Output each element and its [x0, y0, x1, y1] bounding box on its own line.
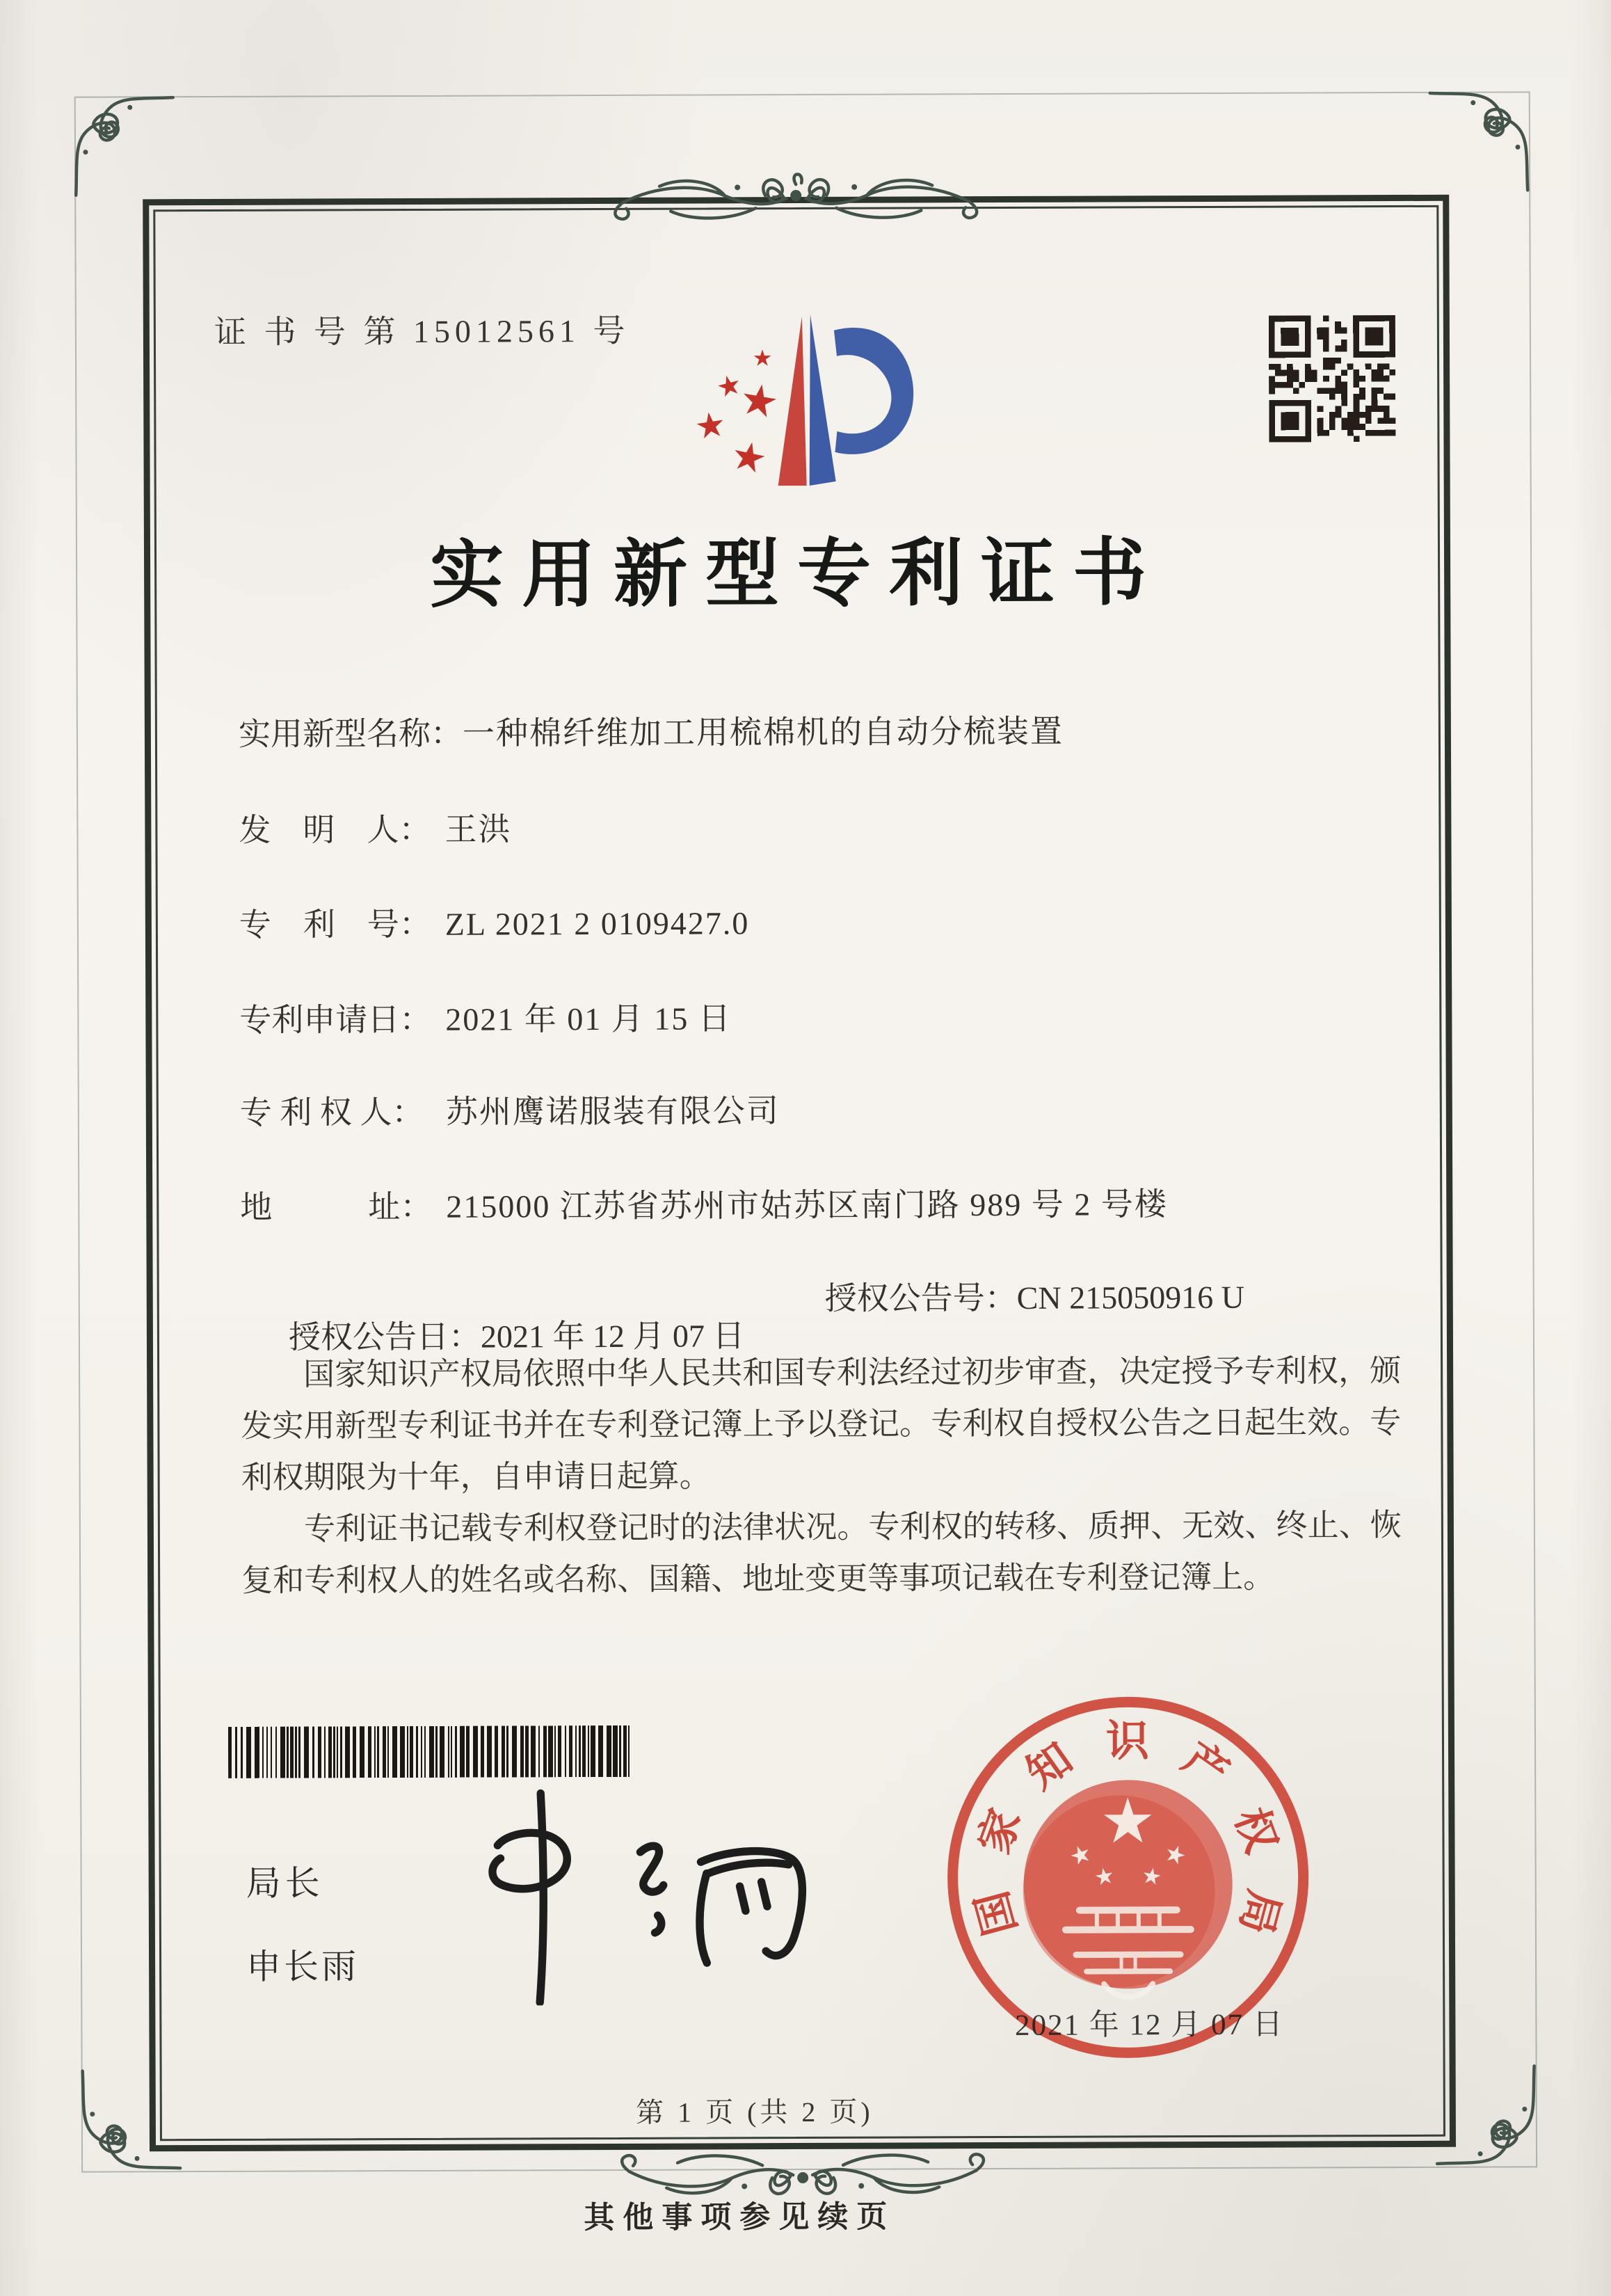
cnipa-logo-icon — [693, 278, 923, 494]
field-row-inventor — [239, 801, 1407, 851]
field-label: 专 利 号： — [239, 906, 431, 943]
field-label: 发 明 人： — [239, 811, 431, 848]
seal-arc-character: 家 — [970, 1803, 1030, 1860]
field-label: 专 利 权 人： — [239, 1094, 424, 1131]
field-label: 地 址： — [240, 1188, 433, 1225]
corner-flourish-top-left — [69, 90, 181, 202]
field-value: 一种棉纤维加工用梳棉机的自动分梳装置 — [462, 713, 1064, 751]
barcode-icon — [228, 1725, 632, 1778]
seal-arc-character: 国 — [968, 1886, 1026, 1940]
page-title: 实用新型专利证书 — [429, 532, 1165, 616]
director-name: 申长雨 — [246, 1947, 360, 1986]
grant-number — [825, 1272, 1244, 1319]
grant-number-value: CN 215050916 U — [1016, 1279, 1244, 1316]
legal-text — [241, 1345, 1402, 1607]
seal-arc-character: 局 — [1231, 1885, 1288, 1939]
seal-arc-character: 权 — [1226, 1802, 1285, 1859]
seal-date: 2021 年 12 月 07 日 — [1014, 2008, 1284, 2042]
legal-paragraph-1: 国家知识产权局依照中华人民共和国专利法经过初步审查，决定授予专利权，颁发实用新型专利证书并在专利登记簿上予以登记。专利权自授权公告之日起生效。专利权期限为十年，自申请日起算。 — [241, 1353, 1402, 1495]
field-row-filing-date — [239, 991, 1408, 1041]
field-row-patentee — [240, 1083, 1409, 1133]
field-value: 王洪 — [444, 811, 512, 847]
director-title: 局长 — [246, 1863, 324, 1903]
director-signature-icon — [419, 1788, 824, 2019]
field-row-address — [240, 1178, 1409, 1228]
certificate-number — [214, 305, 630, 353]
grant-number-label: 授权公告号： — [824, 1279, 1017, 1316]
field-row-patent-number — [239, 895, 1408, 946]
continuation-note: 其他事项参见续页 — [584, 2199, 896, 2235]
qr-code-icon — [1269, 315, 1396, 443]
field-value: 苏州鹰诺服装有限公司 — [445, 1093, 780, 1130]
page-indicator: 第 1 页 (共 2 页) — [635, 2096, 874, 2128]
certificate-number-label: 证 书 号 — [214, 314, 351, 350]
field-value: 215000 江苏省苏州市姑苏区南门路 989 号 2 号楼 — [446, 1186, 1168, 1225]
field-label: 实用新型名称： — [238, 715, 463, 752]
grant-date-label: 授权公告日： — [288, 1318, 481, 1355]
field-value: 2021 年 01 月 15 日 — [445, 1000, 732, 1037]
seal-arc-character: 产 — [1174, 1734, 1237, 1798]
field-label: 专利申请日： — [239, 1001, 432, 1038]
top-center-ornament-icon — [601, 154, 991, 246]
field-value: ZL 2021 2 0109427.0 — [444, 905, 750, 942]
legal-paragraph-2: 专利证书记载专利权登记时的法律状况。专利权的转移、质押、无效、终止、恢复和专利权人的姓名或名称、国籍、地址变更等事项记载在专利登记簿上。 — [241, 1508, 1402, 1598]
grant-date-value: 2021 年 12 月 07 日 — [480, 1318, 745, 1355]
field-row-utility-name — [239, 705, 1407, 755]
corner-flourish-top-right — [1423, 86, 1535, 198]
seal-arc-character: 识 — [1105, 1718, 1150, 1766]
seal-arc-character: 知 — [1018, 1735, 1082, 1799]
certificate-number-value: 第 15012561 号 — [363, 312, 630, 350]
